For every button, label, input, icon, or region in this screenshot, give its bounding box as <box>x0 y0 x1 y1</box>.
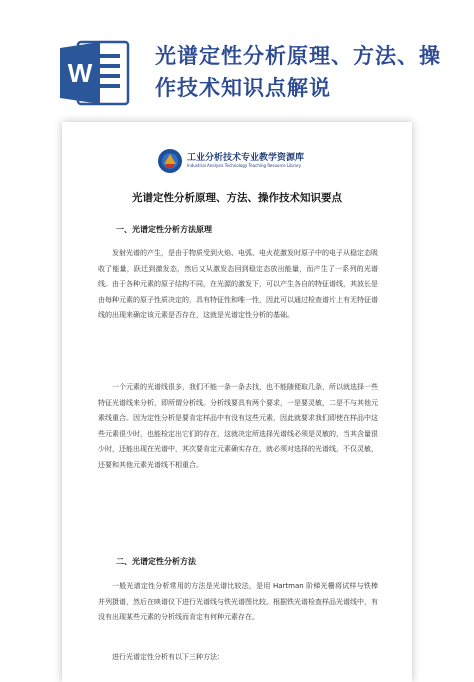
institution-emblem-icon <box>157 148 183 174</box>
document-page <box>62 122 412 682</box>
paragraph-2: 一个元素的光谱线很多，我们不能一条一条去找，也不能随便取几条，所以就选择一些特征光谱线来分析，即所谓分析线。分析线要具有两个要求，一是要灵敏，二是不与其他元素线重合。因为定性分析是要肯定样品中有没有这些元素，因此就要求我们即使在样品中这些元素很少时，也能检定出它们的存在，这就决定所选择光谱线必须是灵敏的，当其含量很少时，还能出现在光谱中，其次要肯定元素确实存在，就必须对选择的光谱线，不仅灵敏，还要和其他元素光谱线不相重合。 <box>98 383 378 469</box>
word-icon-letter: W <box>67 58 93 88</box>
page-title <box>155 40 455 104</box>
paragraph-1: 发射光谱的产生，是由于物质受到火焰、电弧、电火花激发时原子中的电子从稳定态吸收了能量，跃迁到激发态，然后又从激发态回到稳定态放出能量，而产生了一系列的光谱线。由于各种元素的原子结构不同，在光源的激发下，可以产生各自的特征谱线，其波长是由每种元素的原子性质决定的，具有特征性和唯一性，因此可以通过检查谱片上有无特征谱线的出现来确定该元素是否存在，这就是光谱定性分析的基础。 <box>98 249 378 319</box>
page-header <box>0 0 474 118</box>
logo-name-cn: 工业分析技术专业教学资源库 <box>187 153 305 163</box>
page-title-line-1: 光谱定性分析原理、方法、操 <box>155 43 441 68</box>
paragraph-4: 进行光谱定性分析有以下三种方法： <box>112 653 224 661</box>
document-title: 光谱定性分析原理、方法、操作技术知识要点 <box>132 192 342 204</box>
section-heading-2: 二、光谱定性分析方法 <box>116 557 196 566</box>
paragraph-3: 一般光谱定性分析常用的方法是光谱比较法，是用 Hartman 阶梯光栅将试样与铁棒并列摄谱，然后在映谱仪下进行光谱线与铁光谱图比较。根据铁光谱检查样品光谱线中，有没有出现某些元素的分析线而肯定有何种元素存在。 <box>98 582 378 621</box>
page-title-line-2: 作技术知识点解说 <box>155 75 331 100</box>
logo-name-en: Industrial Analysis Technology Teaching Resource Library <box>187 163 301 168</box>
institution-logo <box>157 148 357 176</box>
word-document-icon <box>58 36 132 110</box>
section-heading-1: 一、光谱定性分析方法原理 <box>116 225 212 234</box>
